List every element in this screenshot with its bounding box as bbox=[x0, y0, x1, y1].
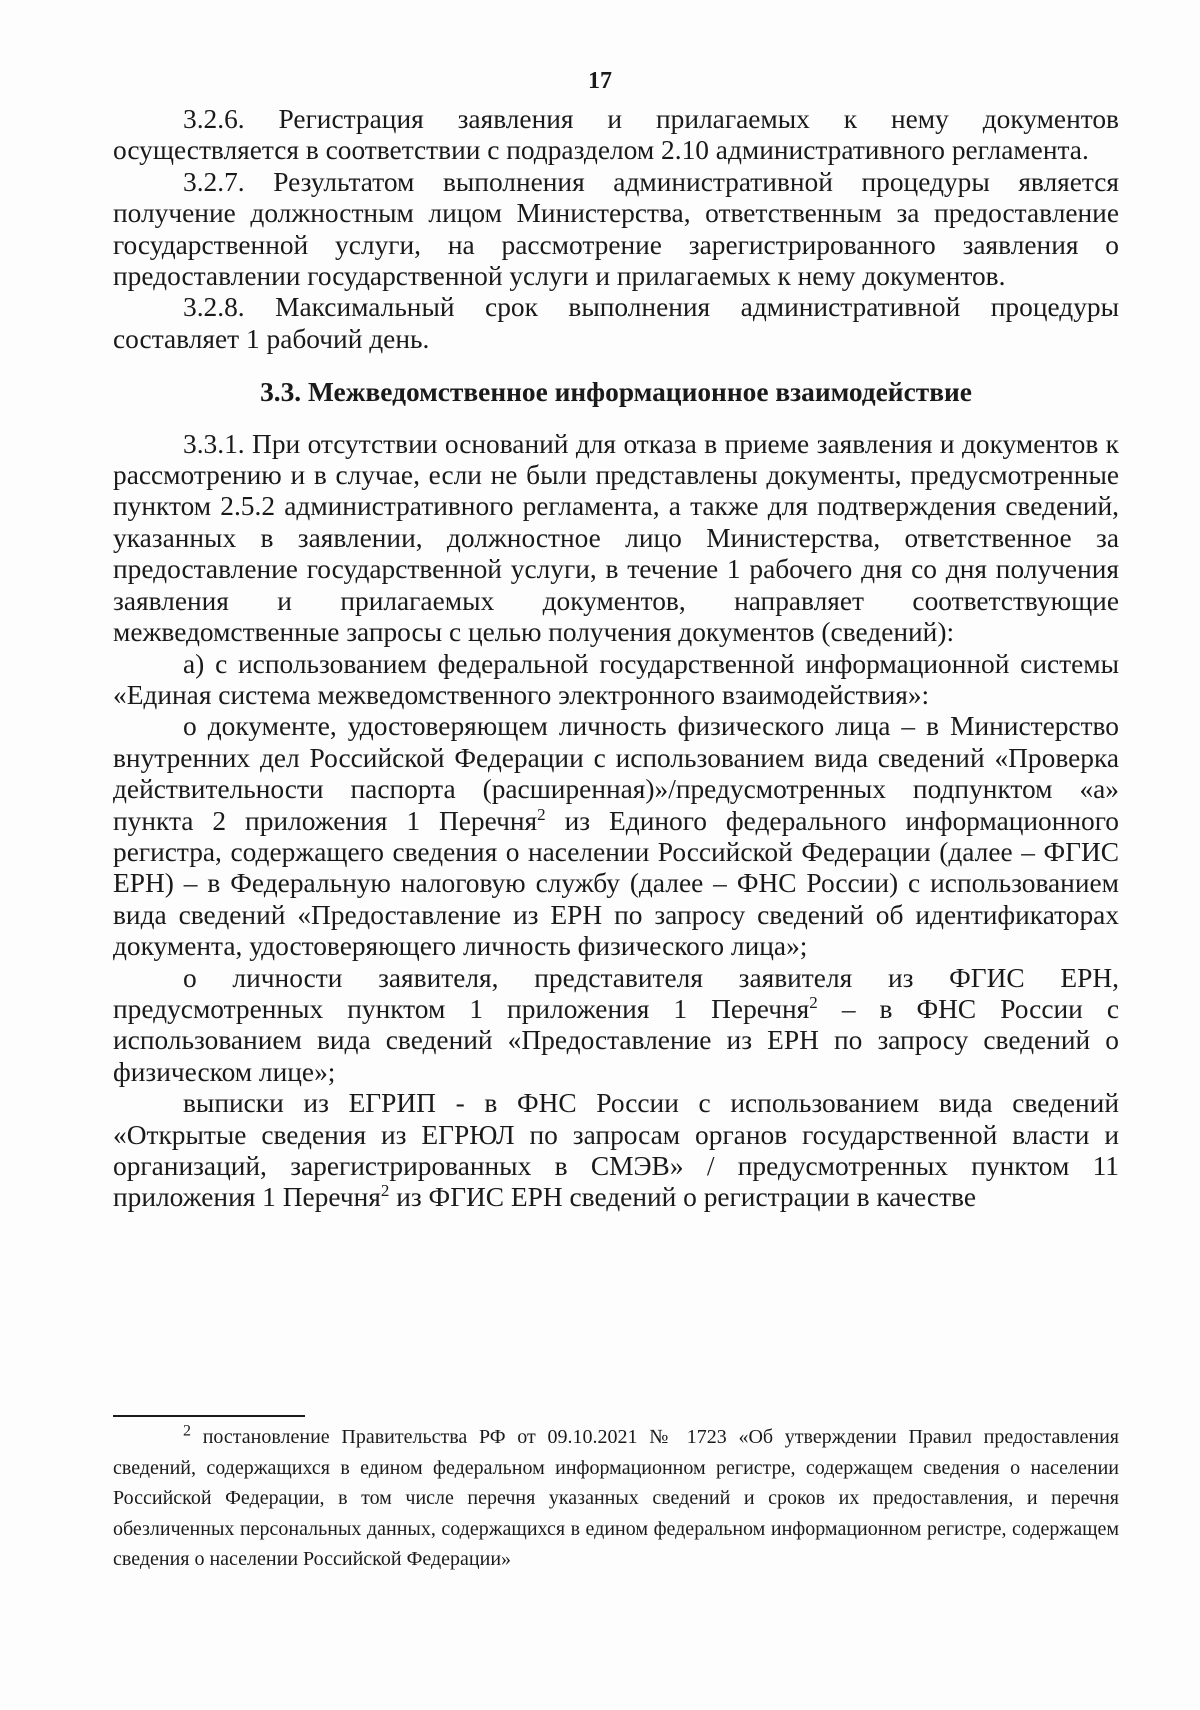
paragraph-text: из Единого федерального информационного регистра, содержащего сведения о населении Российской Федерации (далее – ФГИС ЕРН) – в Федеральную налоговую службу (далее – ФНС России) с использованием вида сведений «Предоставление из ЕРН по запросу сведений об идентификаторах документа, удостоверяющего личность физического лица»; bbox=[113, 805, 1120, 962]
section-heading: 3.3. Межведомственное информационное взаимодействие bbox=[260, 377, 972, 408]
footnote-reference: 2 bbox=[809, 992, 818, 1012]
paragraph-egrip-extract bbox=[113, 1088, 1119, 1214]
footnote-divider bbox=[113, 1415, 305, 1417]
footnote-marker: 2 bbox=[183, 1422, 191, 1440]
paragraph-applicant-identity bbox=[113, 963, 1119, 1089]
paragraph-text: о личности заявителя, представителя заявителя из ФГИС ЕРН, предусмотренных пунктом 1 приложения 1 Перечня bbox=[113, 962, 1119, 1024]
paragraph-3-2-6: 3.2.6. Регистрация заявления и прилагаемых к нему документов осуществляется в соответствии с подразделом 2.10 административного регламента. bbox=[113, 104, 1119, 166]
paragraph-text: – в ФНС России с использованием вида сведений «Предоставление из ЕРН по запросу сведений о физическом лице»; bbox=[113, 993, 1119, 1087]
footnote-text: постановление Правительства РФ от 09.10.2021 № 1723 «Об утверждении Правил предоставления сведений, содержащихся в едином федеральном информационном регистре, содержащем сведения о населении Российской Федерации, в том числе перечня указанных сведений и сроков их предоставления, и перечня обезличенных персональных данных, содержащихся в едином федеральном информационном регистре, содержащем сведения о населении Российской Федерации» bbox=[113, 1426, 1119, 1570]
paragraph-identity-document bbox=[113, 711, 1119, 962]
footnote-reference: 2 bbox=[380, 1181, 390, 1201]
body-text bbox=[113, 104, 1119, 1214]
paragraph-3-2-7: 3.2.7. Результатом выполнения административной процедуры является получение должностным лицом Министерства, ответственным за предоставление государственной услуги, на рассмотрение зарегистрированного заявления о предоставлении государственной услуги и прилагаемых к нему документов. bbox=[113, 166, 1119, 292]
paragraph-item-a: а) с использованием федеральной государственной информационной системы «Единая система межведомственного электронного взаимодействия»: bbox=[113, 648, 1119, 710]
paragraph-text: выписки из ЕГРИП - в ФНС России с использованием вида сведений «Открытые сведения из ЕГРЮЛ по запросам органов государственной власти и организаций, зарегистрированных в СМЭВ» / предусмотренных пунктом 11 приложения 1 Перечня bbox=[113, 1088, 1119, 1213]
footnote-reference: 2 bbox=[537, 804, 546, 824]
footnote bbox=[113, 1422, 1119, 1575]
page-number: 17 bbox=[588, 68, 612, 94]
paragraph-3-3-1: 3.3.1. При отсутствии оснований для отказа в приеме заявления и документов к рассмотрению и в случае, если не были представлены документы, предусмотренные пунктом 2.5.2 административного регламента, а также для подтверждения сведений, указанных в заявлении, должностное лицо Министерства, ответственное за предоставление государственной услуги, в течение 1 рабочего дня со дня получения заявления и прилагаемых документов, направляет соответствующие межведомственные запросы с целью получения документов (сведений): bbox=[113, 428, 1119, 648]
paragraph-3-2-8: 3.2.8. Максимальный срок выполнения административной процедуры составляет 1 рабочий день. bbox=[113, 292, 1119, 354]
paragraph-text: о документе, удостоверяющем личность физического лица – в Министерство внутренних дел Российской Федерации с использованием вида сведений «Проверка действительности паспорта (расширенная)»/предусмотренных подпунктом «а» пункта 2 приложения 1 Перечня bbox=[113, 711, 1119, 836]
paragraph-text: из ФГИС ЕРН сведений о регистрации в качестве bbox=[389, 1182, 976, 1213]
